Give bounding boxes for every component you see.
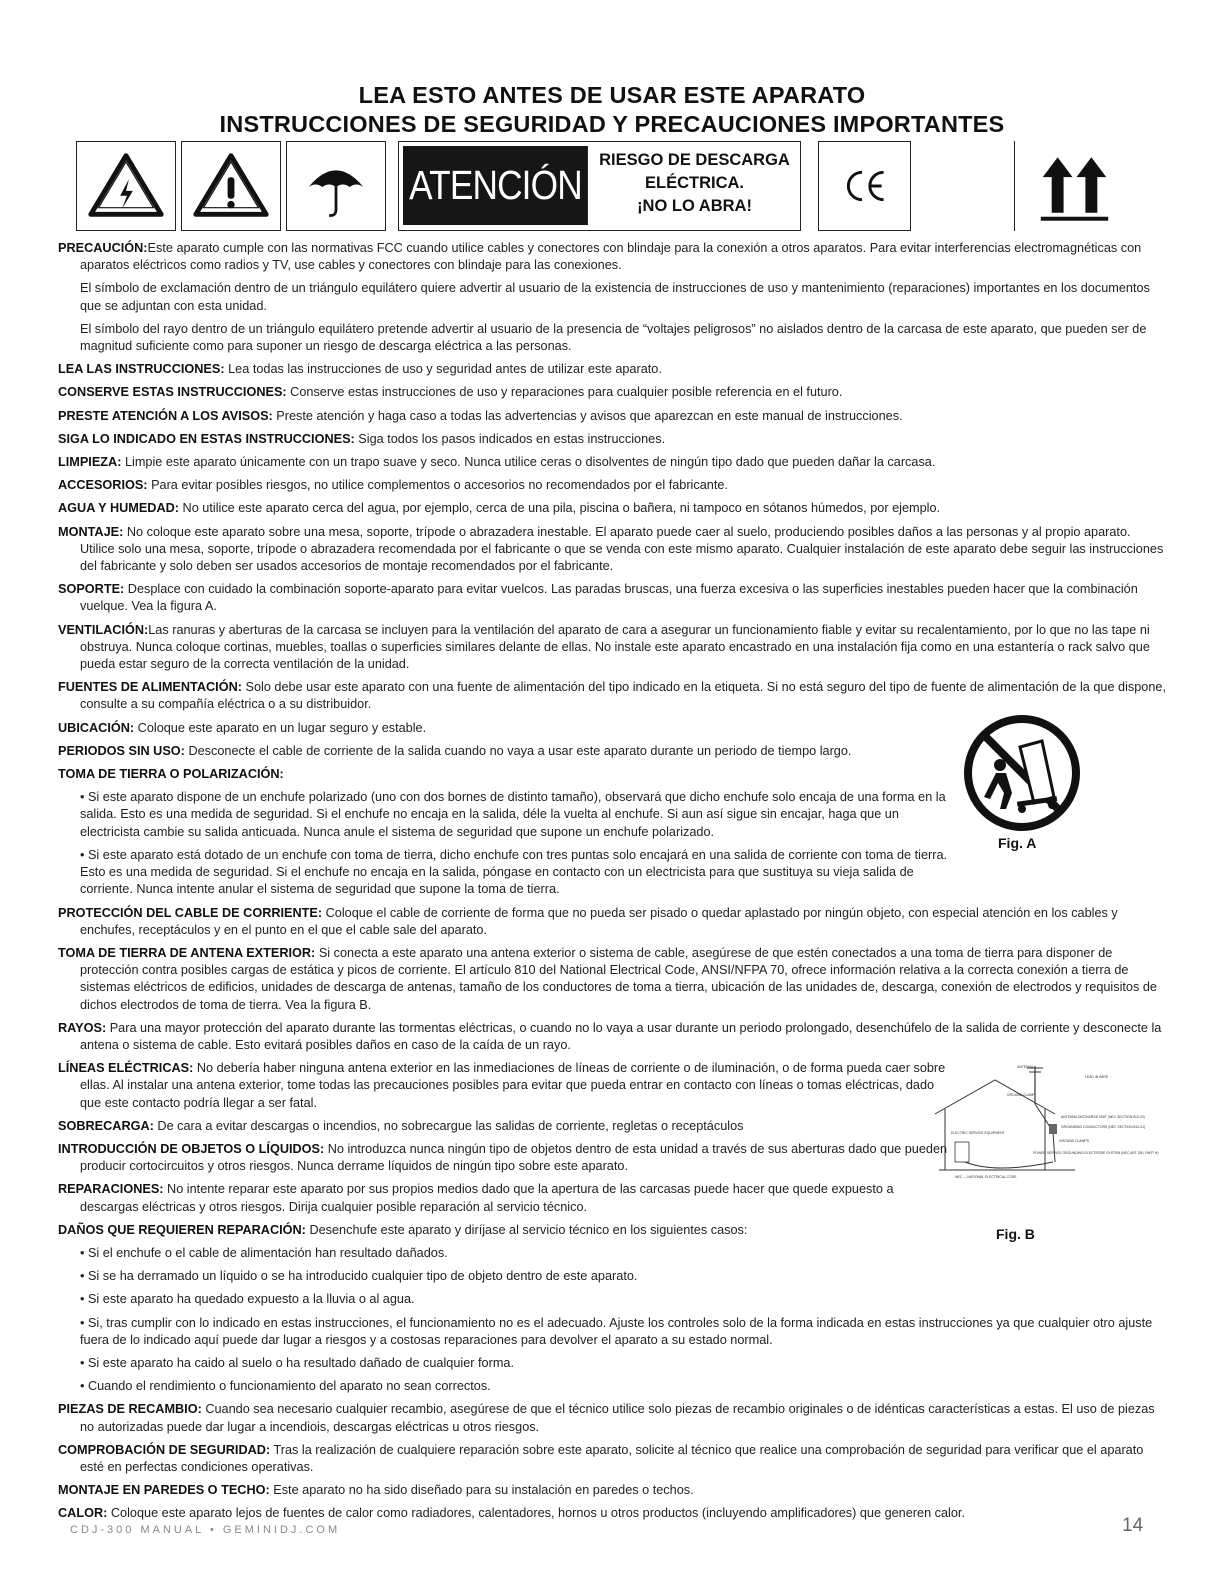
figB-label-power: POWER SERVICE GROUNDING ELECTRODE SYSTEM (NEC ART 250, PART H)	[1033, 1151, 1159, 1155]
soporte-paragraph	[58, 581, 1168, 615]
atencion-warning-label	[398, 141, 801, 231]
introduccion-text: No introduzca nunca ningún tipo de objetos dentro de esta unidad a través de sus aberturas dado que pueden producir cortocircuitos y otros riesgos. Nunca derrame líquidos de ningún tipo sobre este aparato.	[80, 1141, 948, 1174]
ubicacion-text: Coloque este aparato en un lugar seguro y estable.	[137, 720, 427, 735]
riesgo-line-3: ¡NO LO ABRA!	[637, 197, 752, 215]
lineas-paragraph	[58, 1060, 950, 1112]
paredes-paragraph	[58, 1482, 1168, 1499]
ventilacion-text: Las ranuras y aberturas de la carcasa se incluyen para la ventilación del aparato de cara a asegurar un funcionamiento fiable y evitar su recalentamiento, por lo que no las tape ni obstruya. Nunca coloque cortinas, muebles, toallas o superficies similares delante de ellas. No instale este aparato encastrado en una instalación fija como en una estantería o rack salvo que pueda estar seguro de la correcta ventilación de la unidad.	[80, 622, 1150, 672]
accesorios-text: Para evitar posibles riesgos, no utilice complementos o accesorios no recomendados por el fabricante.	[151, 478, 728, 493]
comprobacion-text: Tras la realización de cualquiere reparación sobre este aparato, solicite al técnico que realice una comprobación de seguridad para verificar que el aparato esté en perfectas condiciones operativas.	[80, 1442, 1144, 1474]
figB-label-ground-clamps: GROUND CLAMPS	[1059, 1139, 1089, 1143]
figure-b-caption: Fig. B	[996, 1226, 1035, 1242]
piezas-label: PIEZAS DE RECAMBIO:	[58, 1402, 202, 1417]
figB-label-nec: NEC — NATIONAL ELECTRICAL CODE	[955, 1175, 1017, 1179]
page-title-line-1: LEA ESTO ANTES DE USAR ESTE APARATO	[358, 82, 866, 108]
danos-text: Desenchufe este aparato y diríjase al servicio técnico en los siguientes casos:	[309, 1222, 748, 1237]
rayos-label: RAYOS:	[58, 1020, 107, 1035]
proteccion-text: Coloque el cable de corriente de forma que no pueda ser pisado o quedar aplastado por ningún objeto, con especial atención en los cables y enchufes, receptáculos y en el punto en el que el cable sale del aparato.	[80, 905, 1118, 937]
figB-label-discharge: ANTENNA DISCHARGE UNIT (NEC SECTION 810-20)	[1061, 1115, 1145, 1119]
sobrecarga-label: SOBRECARGA:	[58, 1118, 154, 1133]
danos-bullet-3: • Si este aparato ha quedado expuesto a la lluvia o al agua.	[80, 1292, 415, 1307]
danos-bullet-6: • Cuando el rendimiento o funcionamiento del aparato no sean correctos.	[80, 1379, 491, 1394]
fuentes-text: Solo debe usar este aparato con una fuente de alimentación del tipo indicado en la etiqueta. Si no está seguro del tipo de fuente de alimentación de la que dispone, consulte a su compañía eléctrica o a su distribuidor.	[80, 680, 1167, 712]
conserve-text: Conserve estas instrucciones de uso y reparaciones para cualquier posible referencia en el futuro.	[290, 385, 843, 400]
figB-label-antenna: ANTENNA	[1017, 1065, 1034, 1069]
precaucion-paragraph	[58, 240, 1168, 274]
this-way-up-icon	[1014, 141, 1134, 231]
figB-label-conductors: GROUNDING CONDUCTORS (NEC SECTION 810-21)	[1061, 1125, 1146, 1129]
agua-label: AGUA Y HUMEDAD:	[58, 501, 180, 516]
piezas-paragraph	[58, 1401, 1168, 1435]
ventilacion-label: VENTILACIÓN:	[58, 622, 149, 637]
introduccion-label: INTRODUCCIÓN DE OBJETOS O LÍQUIDOS:	[58, 1141, 325, 1156]
piezas-text: Cuando sea necesario cualquier recambio, asegúrese de que el técnico utilice solo piezas de recambio originales o de idénticas características a estas. El uso de piezas no autorizadas puede dar lugar a incendiois, descargas eléctricas u otros riesgos.	[80, 1402, 1155, 1434]
montaje-text: No coloque este aparato sobre una mesa, soporte, trípode o abrazadera inestable. El aparato puede caer al suelo, produciendo posibles daños a las personas y al propio aparato. Utilice solo una mesa, soporte, trípode o abrazadera recomendada por el fabricante o que se venda con este mismo aparato. Cualquier instalación de este aparato debe seguir las instrucciones del fabricante y solo deben ser usados accesorios de montaje recomendados por el fabricante.	[80, 524, 1164, 574]
paredes-label: MONTAJE EN PAREDES O TECHO:	[58, 1483, 270, 1498]
periodos-label: PERIODOS SIN USO:	[58, 743, 185, 758]
agua-paragraph	[58, 500, 1168, 517]
limpieza-label: LIMPIEZA:	[58, 455, 122, 470]
fuentes-label: FUENTES DE ALIMENTACIÓN:	[58, 680, 242, 695]
danos-bullet-4: • Si, tras cumplir con lo indicado en estas instrucciones, el funcionamiento no es el adecuado. Ajuste los controles solo de la forma indicada en estas instrucciones ya que cualquier otro ajuste fuera de lo indicado aquí puede dar lugar a riesgos y a costosas reparaciones para devolver el aparato a su estado normal.	[80, 1315, 1153, 1347]
sobrecarga-paragraph	[58, 1118, 950, 1135]
calor-paragraph	[58, 1505, 1168, 1522]
siga-text: Siga todos los pasos indicados en estas instrucciones.	[358, 431, 666, 446]
antena-text: Si conecta a este aparato una antena exterior o sistema de cable, asegúrese de que estén conectados a una toma de tierra para disponer de protección contra posibles cargas de estática y picos de corriente. El artículo 810 del National Electrical Code, ANSI/NFPA 70, ofrece información relativa a la correcta conexión a tierra de sistemas eléctricos de edificios, unidades de descarga de antenas, tamaño de los conductores de toma a tierra, ubicación de las unidades de, descarga, conexión de electrodos y requisitos de dichos electrodos de toma de tierra. Vea la figura B.	[80, 945, 1157, 1012]
soporte-text: Desplace con cuidado la combinación soporte-aparato para evitar vuelcos. Las paradas bruscas, una fuerza excesiva o las superficies inestables pueden hacer que la combinación vuelque. Vea la figura A.	[80, 582, 1138, 614]
comprobacion-paragraph	[58, 1442, 1168, 1476]
rayo-paragraph: El símbolo del rayo dentro de un triángulo equilátero pretende advertir al usuario de la presencia de “voltajes peligrosos” no aislados dentro de la carcasa de este aparato, que pueden ser de magnitud suficiente como para suponer un riesgo de descarga eléctrica a las personas.	[80, 321, 1147, 354]
lea-text: Lea todas las instrucciones de uso y seguridad antes de utilizar este aparato.	[228, 362, 662, 377]
atencion-word: ATENCIÓN	[403, 146, 588, 225]
limpieza-paragraph	[58, 454, 1168, 471]
calor-label: CALOR:	[58, 1506, 108, 1521]
danos-bullet-2: • Si se ha derramado un líquido o se ha introducido cualquier tipo de objeto dentro de este aparato.	[80, 1269, 638, 1284]
accesorios-paragraph	[58, 477, 1168, 494]
riesgo-line-1: RIESGO DE DESCARGA	[599, 151, 790, 169]
proteccion-label: PROTECCIÓN DEL CABLE DE CORRIENTE:	[58, 905, 323, 920]
periodos-paragraph	[58, 743, 950, 760]
danos-bullet-5: • Si este aparato ha caido al suelo o ha resultado dañado de cualquier forma.	[80, 1355, 514, 1370]
toma-bullet-2: • Si este aparato está dotado de un enchufe con toma de tierra, dicho enchufe con tres puntas solo encajará en una salida de corriente con toma de tierra. Esto es una medida de seguridad. Si el enchufe no encaja en la salida, póngase en contacto con un electricista para que sustituya su vieja salida de corriente. Nunca intente anular el sistema de seguridad que supone la toma de tierra.	[80, 847, 948, 897]
figure-a-caption: Fig. A	[998, 835, 1037, 851]
montaje-label: MONTAJE:	[58, 524, 124, 539]
sobrecarga-text: De cara a evitar descargas o incendios, no sobrecargue las salidas de corriente, regletas o receptáculos	[157, 1118, 744, 1133]
footer-manual-title: CDJ-300 MANUAL • GEMINIDJ.COM	[70, 1524, 341, 1536]
reparaciones-paragraph	[58, 1181, 950, 1215]
exclamation-warning-icon	[181, 141, 281, 231]
precaucion-label: PRECAUCIÓN:	[58, 241, 148, 255]
danos-label: DAÑOS QUE REQUIEREN REPARACIÓN:	[58, 1222, 306, 1237]
preste-label: PRESTE ATENCIÓN A LOS AVISOS:	[58, 408, 273, 423]
warning-icons-row	[0, 141, 1224, 233]
precaucion-text: Este aparato cumple con las normativas FCC cuando utilice cables y conectores con blindaje para la conexión a otros aparatos. Para evitar interferencias electromagnéticas con aparatos eléctricos como radios y TV, use cables y conectores con blindaje para las conexiones.	[80, 241, 1142, 273]
riesgo-descarga-text	[591, 149, 798, 218]
conserve-paragraph	[58, 384, 1168, 401]
siga-label: SIGA LO INDICADO EN ESTAS INSTRUCCIONES:	[58, 431, 355, 446]
figure-b-antenna-grounding-diagram	[935, 1062, 1159, 1184]
limpieza-text: Limpie este aparato únicamente con un trapo suave y seco. Nunca utilice ceras o disolventes de ningún tipo dado que pueden dañar la carcasa.	[124, 455, 936, 470]
preste-text: Preste atención y haga caso a todas las advertencias y avisos que aparezcan en este manual de instrucciones.	[276, 408, 903, 423]
siga-paragraph	[58, 431, 1168, 448]
toma-tierra-heading: TOMA DE TIERRA O POLARIZACIÓN:	[58, 767, 284, 782]
soporte-label: SOPORTE:	[58, 582, 125, 597]
lea-paragraph	[58, 361, 1168, 378]
periodos-text: Desconecte el cable de corriente de la salida cuando no vaya a usar este aparato durante un periodo de tiempo largo.	[188, 743, 852, 758]
safety-instructions-body	[58, 240, 1168, 1529]
preste-paragraph	[58, 408, 1168, 425]
page-title-line-2: INSTRUCCIONES DE SEGURIDAD Y PRECAUCIONES IMPORTANTES	[219, 111, 1005, 137]
proteccion-paragraph	[58, 905, 1168, 939]
introduccion-paragraph	[58, 1141, 950, 1175]
conserve-label: CONSERVE ESTAS INSTRUCCIONES:	[58, 385, 287, 400]
toma-bullet-1: • Si este aparato dispone de un enchufe polarizado (uno con dos bornes de distinto tamaño), observará que dicho enchufe solo encaja de una forma en la salida. Esto es una medida de seguridad. Si el enchufe no encaja en la salida, déle la vuelta al enchufe. Si aun así sigue sin encajar, haga que un electricista cambie su salida anticuada. Nunca anule el sistema de seguridad que supone un enchufe polarizado.	[80, 790, 946, 839]
figB-label-electric: ELECTRIC SERVICE EQUIPMENT	[951, 1131, 1005, 1135]
figB-label-lead-in: LEAD IN WIRE	[1085, 1075, 1108, 1079]
danos-bullet-1: • Si el enchufe o el cable de alimentación han resultado dañados.	[80, 1245, 448, 1260]
rayos-paragraph	[58, 1020, 1168, 1054]
lineas-text: No debería haber ninguna antena exterior en las inmediaciones de líneas de corriente o de iluminación, o de forma pueda caer sobre ellas. Al instalar una antena exterior, tome todas las precauciones posibles para evitar que pueda entrar en contacto con líneas o tomas eléctricas, dado que este contacto podría llegar a ser fatal.	[80, 1061, 946, 1110]
comprobacion-label: COMPROBACIÓN DE SEGURIDAD:	[58, 1442, 271, 1457]
agua-text: No utilice este aparato cerca del agua, por ejemplo, cerca de una pila, piscina o bañera, ni tampoco en sótanos húmedos, por ejemplo.	[182, 501, 941, 516]
paredes-text: Este aparato no ha sido diseñado para su instalación en paredes o techos.	[273, 1483, 694, 1498]
ubicacion-label: UBICACIÓN:	[58, 720, 135, 735]
montaje-paragraph	[58, 524, 1168, 576]
rayos-text: Para una mayor protección del aparato durante las tormentas eléctricas, o cuando no lo vaya a usar durante un periodo prolongado, desenchúfelo de la salida de corriente y desconecte la antena o sistema de cable. Esto evitará posibles daños en caso de la caída de un rayo.	[80, 1020, 1162, 1052]
lightning-warning-icon	[76, 141, 176, 231]
lea-label: LEA LAS INSTRUCCIONES:	[58, 362, 225, 377]
exclamacion-paragraph: El símbolo de exclamación dentro de un triángulo equilátero quiere advertir al usuario de la existencia de instrucciones de uso y mantenimiento (reparaciones) importantes en los documentos que se adjuntan con esta unidad.	[80, 281, 1150, 313]
figure-a-cart-tipover-icon	[962, 713, 1082, 833]
lineas-label: LÍNEAS ELÉCTRICAS:	[58, 1061, 194, 1076]
accesorios-label: ACCESORIOS:	[58, 478, 148, 493]
calor-text: Coloque este aparato lejos de fuentes de calor como radiadores, calentadores, hornos u otros productos (incluyendo amplificadores) que generen calor.	[110, 1506, 965, 1521]
reparaciones-text: No intente reparar este aparato por sus propios medios dado que la apertura de las carcasas puede hacer que quede expuesto a descargas eléctricas y otros riesgos. Dirija cualquier posible reparación al servicio técnico.	[80, 1182, 894, 1214]
reparaciones-label: REPARACIONES:	[58, 1182, 164, 1197]
umbrella-icon	[286, 141, 386, 231]
page-number: 14	[1122, 1515, 1144, 1536]
antena-paragraph	[58, 945, 1168, 1014]
riesgo-line-2: ELÉCTRICA.	[645, 174, 744, 192]
fuentes-paragraph	[58, 679, 1168, 713]
ce-mark-icon	[818, 141, 911, 231]
figB-label-ground-clamp: GROUND CLAMP	[1007, 1093, 1035, 1097]
antena-label: TOMA DE TIERRA DE ANTENA EXTERIOR:	[58, 945, 316, 960]
ventilacion-paragraph	[58, 622, 1168, 674]
